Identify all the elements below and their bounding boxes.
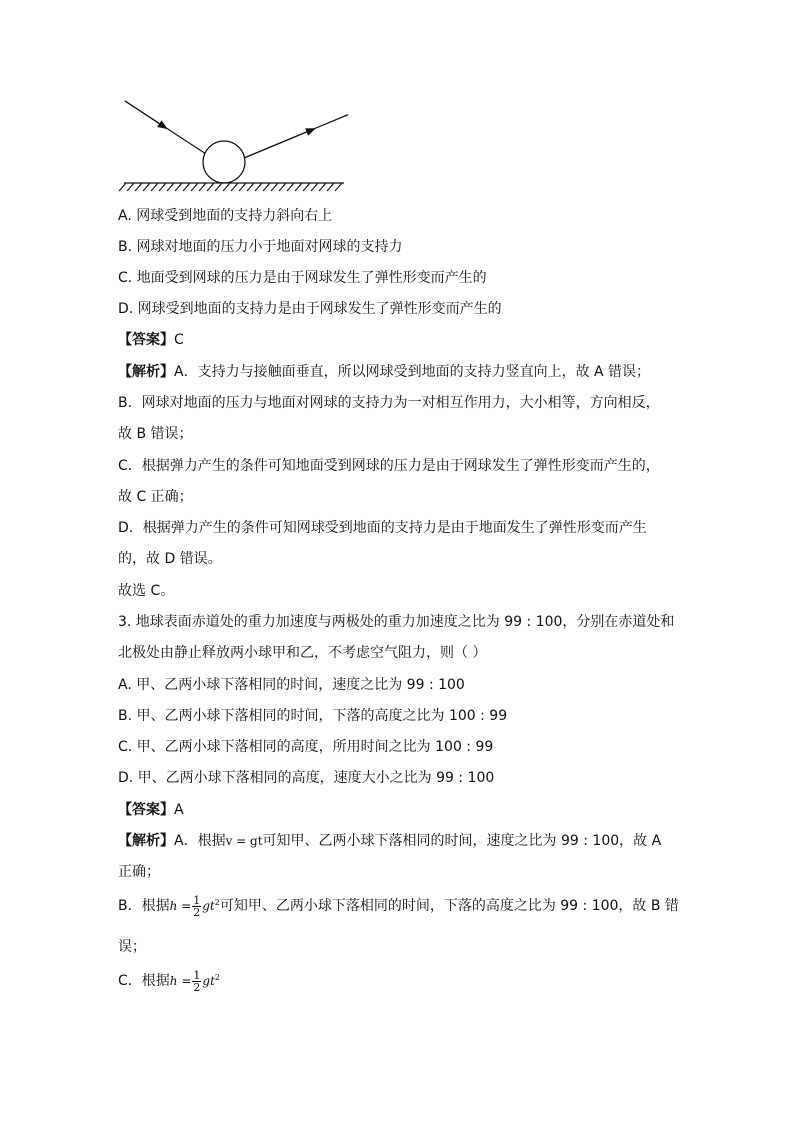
hatch-mark [183,183,190,191]
fraction-one-half [192,895,201,918]
q2-analysis-line-7: 的，故 D 错误。 [118,551,222,567]
incoming-ray-arrow [125,101,166,128]
ground-hatching [119,183,342,191]
hatch-mark [199,183,206,191]
hatch-mark [215,183,222,191]
q3-option-a: A. 甲、乙两小球下落相同的时间，速度之比为 99 : 100 [118,677,465,693]
hatch-mark [135,183,142,191]
q2-analysis-line-4: C．根据弹力产生的条件可知地面受到网球的压力是由于网球发生了弹性形变而产生的， [118,458,660,474]
q2-option-b: B. 网球对地面的压力小于地面对网球的支持力 [118,239,403,255]
q2-analysis-text-1: A．支持力与接触面垂直，所以网球受到地面的支持力竖直向上，故 A 错误； [174,364,651,380]
formula-exponent: 2 [214,898,220,907]
hatch-mark [311,183,318,191]
hatch-mark [159,183,166,191]
outgoing-ray-arrow [244,129,314,158]
hatch-mark [263,183,270,191]
q3-answer [118,800,184,820]
hatch-mark [167,183,174,191]
q3-analysis-line-a [118,831,661,851]
q2-answer-value: C [174,332,184,348]
hatch-mark [143,183,150,191]
hatch-mark [271,183,278,191]
q3-analysis-line-b [118,893,679,918]
fraction-numerator: 1 [193,894,201,907]
q3-analysis-a-suffix: 可知甲、乙两小球下落相同的时间，速度之比为 99 : 100，故 A [262,833,662,849]
hatch-mark [207,183,214,191]
hatch-mark [223,183,230,191]
hatch-mark [231,183,238,191]
hatch-mark [335,183,342,191]
fraction-denominator: 2 [193,981,201,994]
q2-answer [118,330,184,350]
fraction-numerator: 1 [193,969,201,982]
formula-lhs: h = [169,899,192,913]
q3-stem-line-1: 3. 地球表面赤道处的重力加速度与两极处的重力加速度之比为 99 : 100，分别在赤道处和 [118,614,675,630]
q3-option-c: C. 甲、乙两小球下落相同的高度，所用时间之比为 100 : 99 [118,739,494,755]
ball-circle [203,141,245,183]
q2-analysis-line-6: D．根据弹力产生的条件可知网球受到地面的支持力是由于地面发生了弹性形变而产生 [118,520,647,536]
hatch-mark [327,183,334,191]
q3-option-b: B. 甲、乙两小球下落相同的时间，下落的高度之比为 100 : 99 [118,708,508,724]
q3-stem-line-2: 北极处由静止释放两小球甲和乙，不考虑空气阻力，则（ ） [118,645,487,661]
q3-answer-label: 【答案】 [118,802,174,818]
formula-exponent: 2 [214,973,220,982]
q3-answer-value: A [174,802,184,818]
q2-analysis-line-3: 故 B 错误； [118,426,193,442]
q3-analysis-line-c [118,968,220,993]
tennis-ball-bounce-diagram [118,92,348,192]
q2-analysis-label: 【解析】 [118,364,174,380]
q3-analysis-b-suffix: 可知甲、乙两小球下落相同的时间，下落的高度之比为 99 : 100，故 B 错 [219,898,679,914]
q3-formula-h-half-gt2 [169,894,220,919]
q2-option-a: A. 网球受到地面的支持力斜向右上 [118,208,333,224]
formula-rhs: gt [202,974,215,988]
q3-analysis-c-prefix: C．根据 [118,973,170,989]
hatch-mark [119,183,126,191]
formula-lhs: h = [169,974,192,988]
hatch-mark [239,183,246,191]
q3-analysis-a-prefix: A．根据 [174,833,226,849]
hatch-mark [287,183,294,191]
q2-analysis-line-1 [118,362,650,382]
q3-analysis-label: 【解析】 [118,833,174,849]
hatch-mark [127,183,134,191]
q3-analysis-line-a-cont: 正确； [118,864,160,880]
q2-option-c: C. 地面受到网球的压力是由于网球发生了弹性形变而产生的 [118,270,487,286]
q3-formula-v-gt: v = gt [225,834,263,848]
hatch-mark [279,183,286,191]
q2-answer-label: 【答案】 [118,332,174,348]
hatch-mark [255,183,262,191]
hatch-mark [303,183,310,191]
hatch-mark [151,183,158,191]
q3-analysis-line-b-cont: 误； [118,939,146,955]
hatch-mark [247,183,254,191]
q3-analysis-b-prefix: B．根据 [118,898,170,914]
hatch-mark [319,183,326,191]
hatch-mark [191,183,198,191]
formula-rhs: gt [202,899,215,913]
fraction-one-half [192,970,201,993]
hatch-mark [295,183,302,191]
hatch-mark [175,183,182,191]
q2-analysis-line-5: 故 C 正确； [118,489,193,505]
fraction-denominator: 2 [193,906,201,919]
q2-analysis-line-2: B．网球对地面的压力与地面对网球的支持力为一对相互作用力，大小相等，方向相反， [118,395,660,411]
q3-option-d: D. 甲、乙两小球下落相同的高度，速度大小之比为 99 : 100 [118,770,495,786]
q3-formula-h-half-gt2-c [169,969,220,994]
q2-conclusion: 故选 C。 [118,583,175,599]
q2-option-d: D. 网球受到地面的支持力是由于网球发生了弹性形变而产生的 [118,301,502,317]
